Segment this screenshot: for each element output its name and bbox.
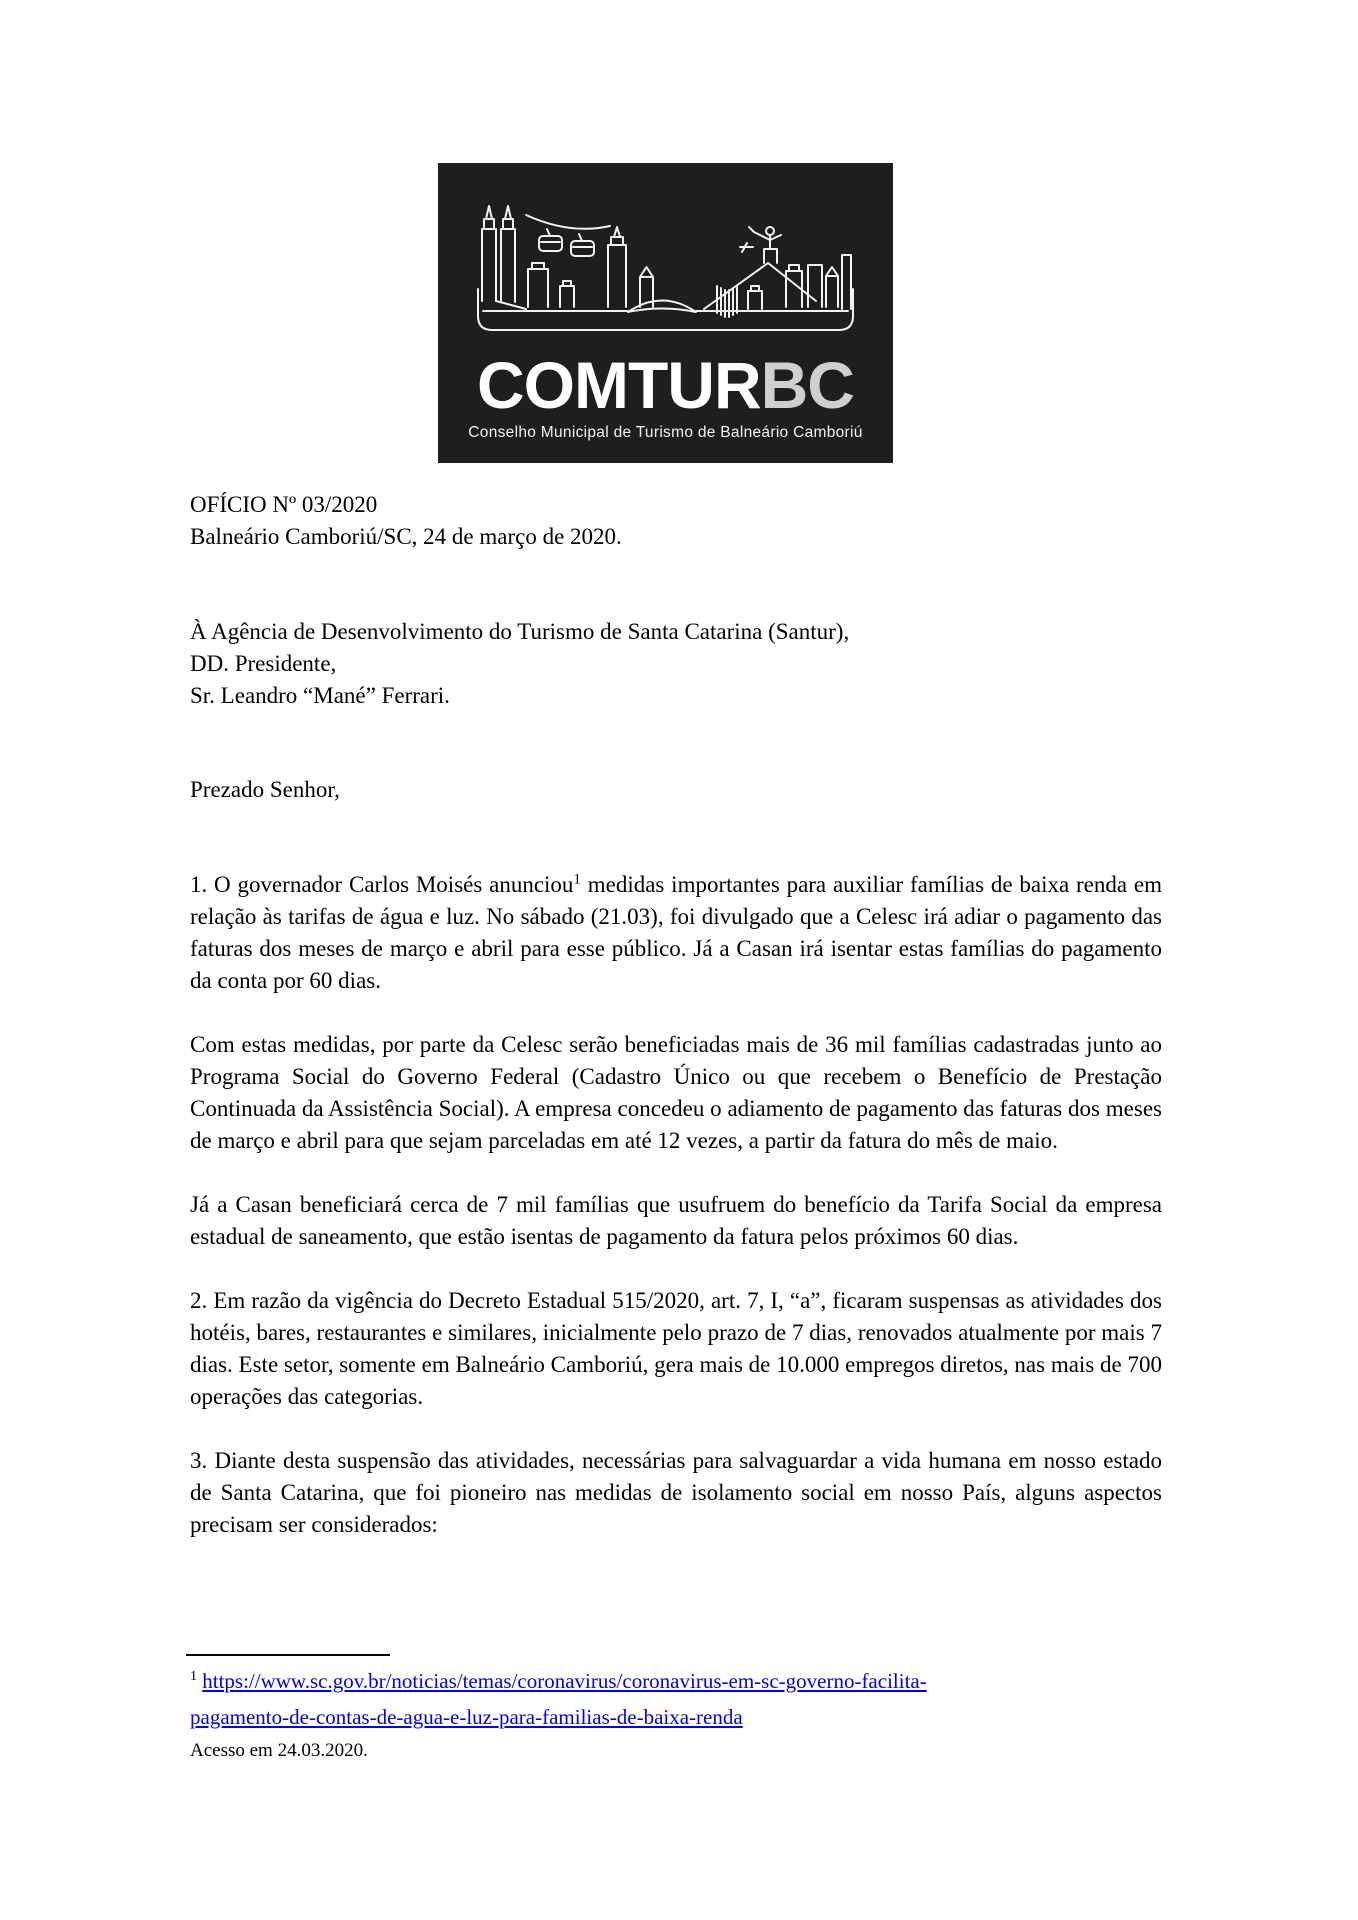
body-paragraph-4: 2. Em razão da vigência do Decreto Estadual 515/2020, art. 7, I, “a”, ficaram suspensas as atividades dos hotéis, bares, restaurantes e similares, inicialmente pelo prazo de 7 dias, renovados atualmente por mais 7 dias. Este setor, somente em Balneário Camboriú, gera mais de 10.000 empregos diretos, nas mais de 700 operações das categorias. — [190, 1288, 1162, 1409]
body-paragraph-3: Já a Casan beneficiará cerca de 7 mil famílias que usufruem do benefício da Tarifa Social da empresa estadual de saneamento, que estão isentas de pagamento da fatura pelos próximos 60 dias. — [190, 1192, 1162, 1249]
footnote-separator — [186, 1654, 390, 1656]
footnote-link-line1: https://www.sc.gov.br/noticias/temas/coronavirus/coronavirus-em-sc-governo-facilita- — [202, 1669, 927, 1693]
letter-body — [190, 869, 1162, 1573]
place-date-line: Balneário Camboriú/SC, 24 de março de 2020. — [190, 524, 622, 549]
body-paragraph-5: 3. Diante desta suspensão das atividades, necessárias para salvaguardar a vida humana em nosso estado de Santa Catarina, que foi pioneiro nas medidas de isolamento social em nosso País, alguns aspectos precisam ser considerados: — [190, 1448, 1162, 1537]
recipient-block — [190, 616, 1165, 712]
footnote-link[interactable] — [190, 1669, 927, 1729]
logo-subtitle: Conselho Municipal de Turismo de Balneário Camboriú — [468, 424, 863, 441]
logo-wordmark-main: COMTUR — [477, 348, 761, 422]
logo-skyline-icon — [468, 189, 863, 344]
logo-wordmark — [477, 348, 854, 422]
oficio-number: OFÍCIO Nº 03/2020 — [190, 492, 378, 517]
recipient-line-agency: À Agência de Desenvolvimento do Turismo de Santa Catarina (Santur), — [190, 619, 850, 644]
recipient-line-name: Sr. Leandro “Mané” Ferrari. — [190, 683, 450, 708]
paragraph-1-text: 1. O governador Carlos Moisés anunciou — [190, 872, 574, 897]
body-paragraph-1 — [190, 869, 1162, 997]
recipient-line-title: DD. Presidente, — [190, 651, 337, 676]
footnote-entry — [190, 1663, 1170, 1735]
salutation: Prezado Senhor, — [190, 777, 340, 802]
footnote — [190, 1663, 1170, 1764]
paragraph-1-text-continued: medidas importantes para auxiliar famílias de baixa renda em relação às tarifas de água e luz. No sábado (21.03), foi divulgado que a Celesc irá adiar o pagamento das faturas dos meses de março e abril para esse público. Já a Casan irá isentar estas famílias do pagamento da conta por 60 dias. — [190, 872, 1162, 993]
body-paragraph-2: Com estas medidas, por parte da Celesc serão beneficiadas mais de 36 mil famílias cadastradas junto ao Programa Social do Governo Federal (Cadastro Único ou que recebem o Benefício de Prestação Continuada da Assistência Social). A empresa concedeu o adiamento de pagamento das faturas dos meses de março e abril para que sejam parceladas em até 12 vezes, a partir da fatura do mês de maio. — [190, 1032, 1162, 1153]
footnote-reference-superscript: 1 — [573, 871, 581, 888]
document-heading — [190, 489, 1165, 553]
footnote-marker: 1 — [190, 1669, 197, 1684]
footnote-access-note: Acesso em 24.03.2020. — [190, 1740, 368, 1761]
letterhead-logo — [438, 163, 893, 463]
footnote-link-line2: pagamento-de-contas-de-agua-e-luz-para-familias-de-baixa-renda — [190, 1705, 743, 1729]
logo-wordmark-accent: BC — [760, 348, 854, 422]
